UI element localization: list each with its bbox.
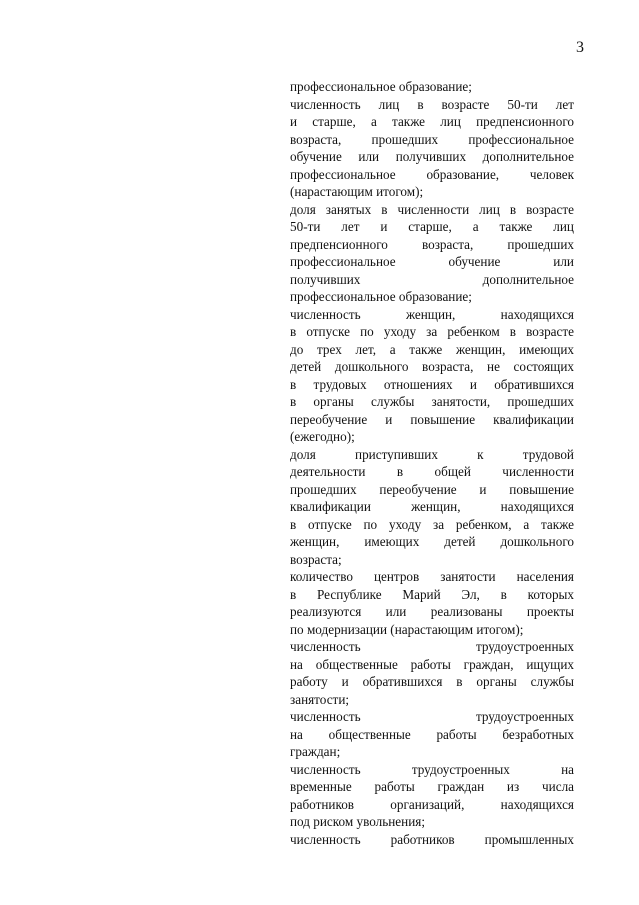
text-line: прошедших переобучение и повышение [290,481,574,497]
document-text [290,78,574,848]
text-line: (нарастающим итогом); [290,184,424,199]
text-line: численность работников промышленных [290,831,574,847]
text-line: численность трудоустроенных [290,639,574,654]
text-line: получивших дополнительное [290,271,574,287]
text-line: предпенсионного возраста, прошедших [290,236,574,252]
text-line: переобучение и повышение квалификации [290,411,574,427]
text-line: работников организаций, находящихся [290,796,574,812]
text-line: граждан; [290,744,341,759]
text-line: временные работы граждан из числа [290,779,574,794]
text-line: количество центров занятости населения [290,569,574,584]
text-line: 50-ти лет и старше, а также лиц [290,219,574,234]
text-line: по модернизации (нарастающим итогом); [290,621,524,637]
text-line: на общественные работы безработных [290,726,574,742]
text-line: в трудовых отношениях и обратившихся [290,376,574,392]
text-line: занятости; [290,691,350,707]
text-line: численность трудоустроенных на [290,761,574,777]
text-line: возраста; [290,551,342,567]
text-line: квалификации женщин, находящихся [290,499,574,514]
text-line: в отпуске по уходу за ребенком, а также [290,516,574,532]
text-line: доля приступивших к трудовой [290,446,574,462]
text-line: реализуются или реализованы проекты [290,604,574,619]
text-line: профессиональное образование; [290,79,472,94]
text-line: возраста, прошедших профессиональное [290,131,574,147]
text-line: профессиональное обучение или [290,254,574,269]
text-line: численность женщин, находящихся [290,306,574,322]
text-line: численность трудоустроенных [290,709,574,724]
page-number: 3 [576,39,584,56]
text-line: обучение или получивших дополнительное [290,149,574,164]
text-line: профессиональное образование, человек [290,166,574,182]
text-line: в Республике Марий Эл, в которых [290,586,574,602]
text-line: детей дошкольного возраста, не состоящих [290,359,574,374]
text-line: профессиональное образование; [290,289,472,304]
text-line: численность лиц в возрасте 50-ти лет [290,96,574,112]
text-line: на общественные работы граждан, ищущих [290,656,574,672]
text-line: (ежегодно); [290,429,355,444]
text-line: в органы службы занятости, прошедших [290,394,574,409]
text-line: в отпуске по уходу за ребенком в возрасте [290,324,574,339]
text-line: работу и обратившихся в органы службы [290,674,574,689]
text-line: под риском увольнения; [290,814,426,829]
text-line: женщин, имеющих детей дошкольного [290,534,574,549]
text-line: доля занятых в численности лиц в возрасте [290,201,574,217]
text-line: и старше, а также лиц предпенсионного [290,114,574,129]
text-line: до трех лет, а также женщин, имеющих [290,341,574,357]
text-line: деятельности в общей численности [290,464,574,479]
